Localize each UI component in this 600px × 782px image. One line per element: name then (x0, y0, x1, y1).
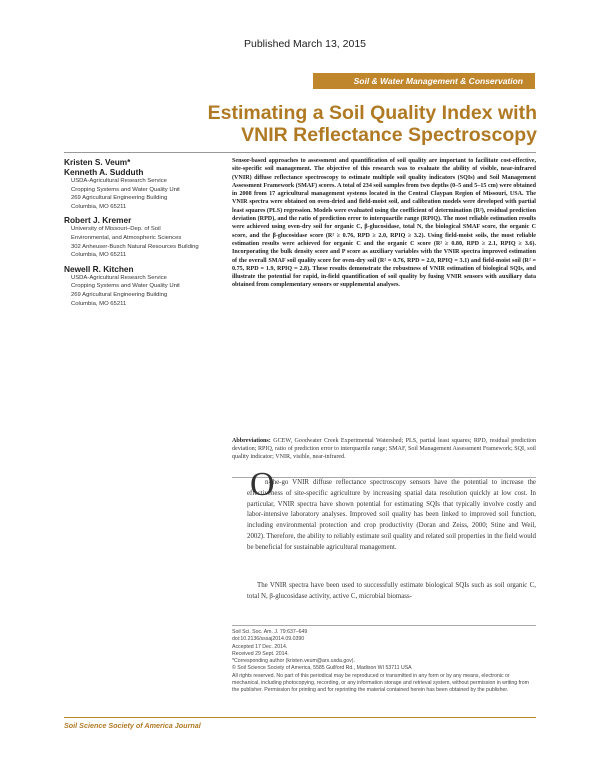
metadata-line: © Soil Science Society of America, 5585 Guilford Rd., Madison WI 53711 USA (232, 665, 412, 672)
author-affiliation: Cropping Systems and Water Quality Unit (71, 186, 180, 193)
author-affiliation: Environmental, and Atmospheric Sciences (71, 234, 182, 241)
author-block (64, 264, 224, 308)
body-paragraph-text: The VNIR spectra have been used to successfully estimate biological SQIs such as soil organic C, total N, β-glucosidase activity, active C, microbial biomass- (247, 582, 536, 600)
author-affiliation: USDA-Agricultural Research Service (71, 274, 167, 281)
journal-footer: Soil Science Society of America Journal (64, 721, 201, 730)
title-line: Estimating a Soil Quality Index with (207, 102, 537, 124)
metadata-line: Soil Sci. Soc. Am. J. 79:637–649 (232, 629, 308, 635)
author-name: Kristen S. Veum* (64, 157, 131, 167)
author-list (64, 157, 224, 312)
abstract: Sensor-based approaches to assessment and quantification of soil quality are important to facilitate cost-effective, site-specific soil management. The objective of this research was to evaluate the ability of visible, near-infrared (VNIR) diffuse reflectance spectroscopy to estimate multiple soil quality indicators (SQIs) and Soil Management Assessment Framework (SMAF) scores. A total of 234 soil samples from two depths (0–5 and 5–15 cm) were obtained in 2008 from 17 agricultural management systems located in the Central Claypan Region of Missouri, USA. The VNIR spectra were obtained on oven-dried and field-moist soil, and calibration models were developed with partial least squares (PLS) regression. Models were evaluated using the coefficient of determination (R²), residual prediction deviation (RPD), and the ratio of prediction error to interquartile range (RPIQ). The most reliable estimation results were achieved using oven-dry soil for organic C, β-glucosidase, total N, the biological SMAF score, the organic C score, and the β-glucosidase score (R² ≥ 0.76, RPD ≥ 2.0, RPIQ ≥ 3.2). Using field-moist soils, the most reliable estimation results were achieved for organic C and the organic C score (R² ≥ 0.80, RPD ≥ 2.1, RPIQ ≥ 3.6). Incorporating the bulk density score and P score as auxiliary variables with the VNIR spectra improved estimation of the overall SMAF soil quality score for oven-dry soil (R² = 0.76, RPD = 2.0, RPIQ = 3.1) and field-moist soil (R² = 0.75, RPD = 1.9, RPIQ = 2.8). These results demonstrate the robustness of VNIR estimation of biological SQIs, and illustrate the potential for rapid, in-field quantification of soil quality by fusing VNIR sensors with auxiliary data obtained from complementary sensors or supplemental analyses. (232, 158, 536, 289)
author-affiliation: Cropping Systems and Water Quality Unit (71, 283, 180, 290)
metadata-line: *Corresponding author (kristen.veum@ars.usda.gov). (232, 658, 355, 665)
body-paragraph (247, 581, 536, 603)
author-affiliation: 269 Agricultural Engineering Building (71, 291, 168, 298)
title-divider (64, 152, 536, 153)
author-name: Robert J. Kremer (64, 215, 132, 226)
author-block (64, 167, 224, 211)
author-affiliation: USDA-Agricultural Research Service (71, 178, 167, 184)
title-line: VNIR Reflectance Spectroscopy (241, 124, 537, 146)
metadata-line: Received 29 Sept. 2014. (232, 650, 289, 657)
metadata-rule (232, 625, 536, 626)
author-affiliation: Columbia, MO 65211 (71, 252, 127, 259)
author-affiliation: Columbia, MO 65211 (71, 300, 127, 307)
rights-statement: All rights reserved. No part of this periodical may be reproduced or transmitted in any form or by any means, electronic or mechanical, including photocopying, recording, or any information storage and retrieval system, without permission in writing from the publisher. Permission for printing and for reprinting the material contained herein has been obtained by the publisher. (232, 672, 529, 694)
drop-cap: O (250, 466, 275, 503)
abbreviations (232, 437, 536, 461)
abbreviations-text: GCEW, Goodwater Creek Experimental Watershed; PLS, partial least squares; RPD, residual prediction deviation; RPIQ, ratio of prediction error to interquartile range; SMAF, Soil Management Assessment Framework; SQI, soil quality indicator; VNIR, visible, near-infrared. (232, 438, 536, 461)
section-label: Soil & Water Management & Conservation (353, 76, 523, 86)
author-name: Newell R. Kitchen (64, 263, 134, 274)
metadata-line: Accepted 17 Dec. 2014. (232, 643, 288, 650)
author-affiliation: 269 Agricultural Engineering Building (71, 195, 168, 202)
author-block (64, 215, 224, 259)
body-paragraph-text: n-the-go VNIR diffuse reflectance spectroscopy sensors have the potential to increase the effectiveness of site-specific agriculture by increasing spatial data resolution quickly at low cost. In particular, VNIR spectra have shown potential for estimating SQIs that typically involve costly and labor-intensive laboratory analyses. Improved soil quality has been linked to improved soil function, including environmental protection and crop productivity (Doran and Zeiss, 2000; Stine and Weil, 2002). Therefore, the ability to reliably estimate soil quality and related soil properties in the field would be beneficial for sustainable agricultural management. (247, 479, 536, 551)
body-paragraph (247, 478, 536, 554)
article-metadata (232, 625, 536, 695)
author-affiliation: University of Missouri–Dep. of Soil (71, 226, 161, 233)
section-banner (313, 73, 535, 89)
abbreviations-label: Abbreviations: (232, 438, 271, 444)
article-title (180, 102, 537, 146)
author-affiliation: Columbia, MO 65211 (71, 203, 127, 210)
footer-rule (64, 717, 536, 718)
metadata-line: doi:10.2136/sssaj2014.09.0390 (232, 636, 305, 643)
author-affiliation: 302 Anheuser-Busch Natural Resources Building (71, 243, 199, 250)
published-date: Published March 13, 2015 (244, 38, 366, 50)
author-name: Kenneth A. Sudduth (64, 167, 144, 177)
